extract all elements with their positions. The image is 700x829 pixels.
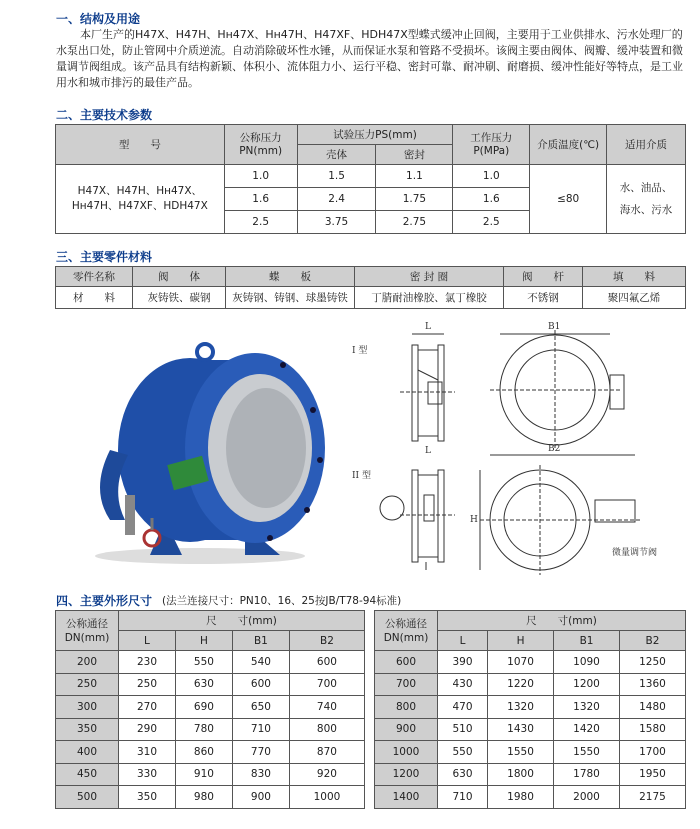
dn-cell: 300 <box>56 696 119 719</box>
dn-cell: 1200 <box>375 763 438 786</box>
dim-cell: 1320 <box>554 696 620 719</box>
drawing-L1-label: L <box>425 322 431 332</box>
dim-cell: 910 <box>175 763 232 786</box>
drawing-L2-label: L <box>425 446 431 456</box>
header-shell: 壳体 <box>297 145 376 165</box>
table-cell: 2.75 <box>376 211 453 234</box>
section-4-note: (法兰连接尺寸：PN10、16、25按JB/T78-94标准) <box>162 595 402 607</box>
dn-cell: 350 <box>56 718 119 741</box>
materials-header: 填 料 <box>583 267 686 287</box>
dim-cell: 690 <box>175 696 232 719</box>
dn-cell: 700 <box>375 673 438 696</box>
table-cell: 1.75 <box>376 188 453 211</box>
micro-valve-label: 微量调节阀 <box>612 548 658 558</box>
dim-cell: 1700 <box>620 741 686 764</box>
dim-cell: 860 <box>175 741 232 764</box>
dim-cell: 510 <box>438 718 488 741</box>
dim-cell: 1090 <box>554 651 620 674</box>
dim-cell: 980 <box>175 786 232 809</box>
dn-cell: 400 <box>56 741 119 764</box>
dim-cell: 630 <box>438 763 488 786</box>
dn-cell: 450 <box>56 763 119 786</box>
materials-header: 零件名称 <box>56 267 133 287</box>
valve-pipe <box>125 495 135 535</box>
dim-cell: 1000 <box>289 786 364 809</box>
dim-cell: 2000 <box>554 786 620 809</box>
dim-cell: 740 <box>289 696 364 719</box>
dim-cell: 2175 <box>620 786 686 809</box>
valve-photo <box>70 320 330 570</box>
section-4-title: 四、主要外形尺寸 <box>56 594 153 608</box>
dim-cell: 710 <box>232 718 289 741</box>
table-cell: 2.4 <box>297 188 376 211</box>
dim-cell: 1200 <box>554 673 620 696</box>
table-row <box>375 673 686 696</box>
dim-cell: 650 <box>232 696 289 719</box>
header-col: H <box>175 631 232 651</box>
table-cell: 2.5 <box>453 211 530 234</box>
header-col: B2 <box>620 631 686 651</box>
dim-cell: 1950 <box>620 763 686 786</box>
table-cell: 1.5 <box>297 165 376 188</box>
dn-cell: 900 <box>375 718 438 741</box>
materials-header: 阀 体 <box>133 267 226 287</box>
lifting-ring <box>197 344 213 360</box>
dim-cell: 920 <box>289 763 364 786</box>
dim-cell: 800 <box>289 718 364 741</box>
section-1-title: 一、结构及用途 <box>56 12 141 26</box>
dim-cell: 600 <box>289 651 364 674</box>
dim-cell: 550 <box>175 651 232 674</box>
header-temp: 介质温度(℃) <box>530 125 607 165</box>
materials-header: 密 封 圈 <box>355 267 504 287</box>
header-test-pressure: 试验压力PS(mm) <box>297 125 453 145</box>
dn-cell: 800 <box>375 696 438 719</box>
table-cell: 3.75 <box>297 211 376 234</box>
dim-cell: 1320 <box>488 696 554 719</box>
media-line: 水、油品、 <box>619 182 673 194</box>
dim-cell: 780 <box>175 718 232 741</box>
bolt <box>310 407 316 413</box>
table-cell: 1.0 <box>453 165 530 188</box>
dim-cell: 1550 <box>488 741 554 764</box>
model-line: Hн47H、H47XF、HDH47X <box>71 200 208 212</box>
table-row <box>375 696 686 719</box>
table-row <box>56 763 365 786</box>
header-media: 适用介质 <box>607 125 686 165</box>
table-cell: 1.6 <box>224 188 297 211</box>
bolt <box>304 507 310 513</box>
materials-cell: 聚四氟乙烯 <box>583 287 686 309</box>
header-seal: 密封 <box>376 145 453 165</box>
section-2-title: 二、主要技术参数 <box>56 108 153 122</box>
dim-cell: 1430 <box>488 718 554 741</box>
table-row <box>56 651 365 674</box>
header-col: B1 <box>554 631 620 651</box>
dim-cell: 630 <box>175 673 232 696</box>
dim-cell: 390 <box>438 651 488 674</box>
table-row <box>375 651 686 674</box>
materials-cell: 不锈钢 <box>504 287 583 309</box>
table-row <box>375 786 686 809</box>
header-work-pressure: 工作压力 P(MPa) <box>453 125 530 165</box>
materials-table <box>55 266 686 309</box>
dim-cell: 1800 <box>488 763 554 786</box>
dim-cell: 710 <box>438 786 488 809</box>
materials-cell: 灰铸铁、碳钢 <box>133 287 226 309</box>
dim-cell: 270 <box>119 696 176 719</box>
dn-cell: 200 <box>56 651 119 674</box>
media-line: 海水、污水 <box>619 204 673 216</box>
section-1-paragraph: 本厂生产的H47X、H47H、Hн47X、Hн47H、H47XF、HDH47X型蝶式缓冲止回阀，主要用于工业供排水、污水处理厂的水泵出口处，防止管网中介质逆流。自动消除破坏性水锤，从而保证水泵和管路不受损坏。该阀主要由阀体、阀瓣、缓冲装置和微量调节阀组成。该产品具有结构新颖、体积小、流体阻力小、运行平稳、密封可靠、耐冲刷、耐磨损、缓冲性能好等特点，是工业用水和城市排污的最佳产品。 <box>56 28 683 89</box>
media-cell <box>607 165 686 234</box>
dn-cell: 500 <box>56 786 119 809</box>
type1-front-view <box>490 330 624 450</box>
table-row <box>56 741 365 764</box>
dim-cell: 550 <box>438 741 488 764</box>
dn-cell: 1000 <box>375 741 438 764</box>
dim-cell: 1360 <box>620 673 686 696</box>
dim-cell: 1250 <box>620 651 686 674</box>
drawing-type2-label: II 型 <box>352 471 371 481</box>
dim-cell: 1550 <box>554 741 620 764</box>
dim-cell: 1980 <box>488 786 554 809</box>
table-cell: 1.6 <box>453 188 530 211</box>
materials-header: 蝶 板 <box>226 267 355 287</box>
header-col: B2 <box>289 631 364 651</box>
dim-cell: 870 <box>289 741 364 764</box>
dn-cell: 600 <box>375 651 438 674</box>
materials-header: 阀 杆 <box>504 267 583 287</box>
dim-cell: 350 <box>119 786 176 809</box>
dim-cell: 830 <box>232 763 289 786</box>
section-3-title: 三、主要零件材料 <box>56 250 153 264</box>
dimensions-table-left <box>55 610 365 809</box>
type2-front-view <box>480 465 640 575</box>
dim-cell: 770 <box>232 741 289 764</box>
table-cell: 1.0 <box>224 165 297 188</box>
temp-cell: ≤80 <box>530 165 607 234</box>
dim-cell: 540 <box>232 651 289 674</box>
dn-cell: 1400 <box>375 786 438 809</box>
dim-cell: 230 <box>119 651 176 674</box>
table-row <box>56 718 365 741</box>
table-cell: 1.1 <box>376 165 453 188</box>
drawing-type1-label: I 型 <box>352 346 368 356</box>
dim-cell: 430 <box>438 673 488 696</box>
dim-cell: 330 <box>119 763 176 786</box>
dim-cell: 290 <box>119 718 176 741</box>
header-dn: 公称通径 DN(mm) <box>375 611 438 651</box>
table-row <box>375 763 686 786</box>
drawing-H-label: H <box>470 515 478 525</box>
header-col: H <box>488 631 554 651</box>
materials-cell: 灰铸钢、铸钢、球墨铸铁 <box>226 287 355 309</box>
header-size: 尺 寸(mm) <box>438 611 686 631</box>
dim-cell: 700 <box>289 673 364 696</box>
type1-side-view <box>400 345 455 441</box>
dim-cell: 1480 <box>620 696 686 719</box>
dim-cell: 1780 <box>554 763 620 786</box>
header-model: 型 号 <box>56 125 225 165</box>
dn-cell: 250 <box>56 673 119 696</box>
header-pn: 公称压力 PN(mm) <box>224 125 297 165</box>
dim-cell: 470 <box>438 696 488 719</box>
dim-cell: 600 <box>232 673 289 696</box>
materials-cell: 材 料 <box>56 287 133 309</box>
technical-drawing <box>340 320 685 575</box>
dim-cell: 1220 <box>488 673 554 696</box>
dim-cell: 310 <box>119 741 176 764</box>
drawing-B1-label: B1 <box>548 322 561 332</box>
dim-cell: 1070 <box>488 651 554 674</box>
table-row <box>56 673 365 696</box>
header-col: L <box>119 631 176 651</box>
table-row <box>375 718 686 741</box>
dim-cell: 1420 <box>554 718 620 741</box>
tech-params-table <box>55 124 686 234</box>
table-cell: 2.5 <box>224 211 297 234</box>
model-cell <box>56 165 225 234</box>
dim-cell: 250 <box>119 673 176 696</box>
bolt <box>267 535 273 541</box>
table-row <box>56 786 365 809</box>
valve-disc <box>226 388 306 508</box>
table-row <box>56 696 365 719</box>
bolt <box>317 457 323 463</box>
dimensions-table-right <box>374 610 686 809</box>
table-row <box>375 741 686 764</box>
type2-side-view <box>380 470 455 570</box>
header-col: L <box>438 631 488 651</box>
header-size: 尺 寸(mm) <box>119 611 365 631</box>
bolt <box>280 362 286 368</box>
dim-cell: 1580 <box>620 718 686 741</box>
drawing-B2-label: B2 <box>548 444 561 454</box>
materials-cell: 丁腈耐油橡胶、氯丁橡胶 <box>355 287 504 309</box>
dim-cell: 900 <box>232 786 289 809</box>
header-col: B1 <box>232 631 289 651</box>
header-dn: 公称通径 DN(mm) <box>56 611 119 651</box>
model-line: H47X、H47H、Hн47X、 <box>77 185 203 197</box>
